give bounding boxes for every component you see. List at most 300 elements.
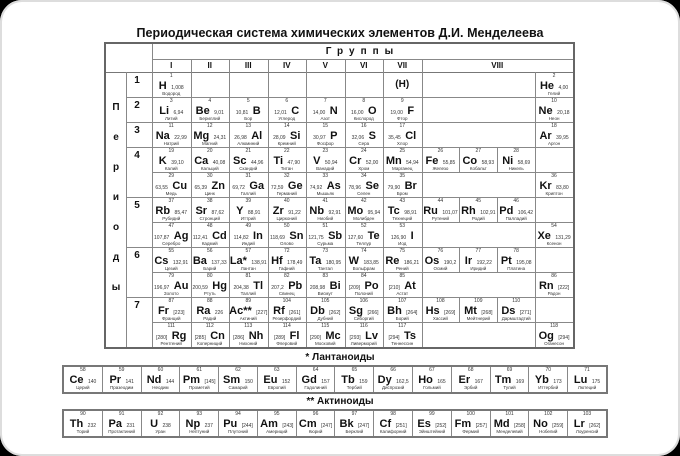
symbol-row bbox=[374, 373, 412, 385]
element-name: Коперниций bbox=[197, 341, 223, 346]
element-name: Празеодим bbox=[110, 385, 134, 390]
element-cell-Bi bbox=[306, 273, 345, 297]
symbol-row bbox=[306, 204, 345, 216]
element-cell-Nd bbox=[142, 367, 181, 392]
element-name: Осмий bbox=[433, 266, 448, 271]
symbol-row bbox=[535, 329, 573, 341]
element-cell-Ga bbox=[229, 173, 268, 197]
element-cell-Rn bbox=[535, 273, 573, 297]
atomic-mass: [222] bbox=[558, 285, 570, 291]
atomic-number: 44 bbox=[437, 198, 444, 204]
symbol-row bbox=[383, 179, 422, 191]
element-symbol: Hf bbox=[271, 255, 283, 267]
symbol-row bbox=[64, 417, 102, 429]
element-name: Иттербий bbox=[538, 385, 559, 390]
atomic-number: 61 bbox=[196, 367, 203, 373]
symbol-row bbox=[191, 279, 230, 291]
element-cell-Ag bbox=[152, 223, 191, 247]
atomic-number: 12 bbox=[206, 123, 213, 129]
element-symbol: Rh bbox=[461, 205, 476, 217]
atomic-number: 67 bbox=[429, 367, 435, 373]
symbol-row bbox=[345, 179, 384, 191]
group-header-III: III bbox=[244, 61, 252, 70]
element-name: Палладий bbox=[505, 216, 527, 221]
element-cell-Mt bbox=[459, 298, 497, 322]
atomic-number: 54 bbox=[551, 223, 557, 229]
atomic-number: 38 bbox=[206, 198, 213, 204]
element-symbol: Sc bbox=[233, 155, 247, 167]
element-symbol: Te bbox=[367, 230, 380, 242]
symbol-row bbox=[268, 154, 307, 166]
symbol-row bbox=[191, 204, 230, 216]
element-name: Уран bbox=[155, 429, 166, 434]
atomic-number: 114 bbox=[282, 323, 291, 329]
element-symbol: Ar bbox=[539, 130, 552, 142]
symbol-row bbox=[152, 104, 191, 116]
symbol-row bbox=[335, 373, 373, 385]
atomic-number: 115 bbox=[321, 323, 330, 329]
atomic-mass: 196,97 bbox=[154, 285, 170, 291]
element-symbol: Mc bbox=[325, 330, 341, 342]
atomic-mass: 173 bbox=[553, 379, 562, 385]
symbol-row bbox=[535, 129, 573, 141]
atomic-mass: 83,80 bbox=[556, 185, 569, 191]
symbol-row bbox=[229, 104, 268, 116]
element-cell-Eu bbox=[258, 367, 297, 392]
atomic-mass: 137,33 bbox=[211, 260, 227, 266]
element-name: Свинец bbox=[278, 291, 295, 296]
symbol-row bbox=[268, 304, 307, 316]
element-cell-U bbox=[142, 411, 181, 436]
element-symbol: F bbox=[407, 105, 415, 117]
element-symbol: Ir bbox=[464, 255, 473, 267]
atomic-mass: [268] bbox=[481, 310, 493, 316]
element-symbol: Na bbox=[155, 130, 170, 142]
symbol-row bbox=[345, 104, 384, 116]
atomic-mass: [257] bbox=[475, 423, 487, 429]
element-name: Платина bbox=[507, 266, 526, 271]
symbol-row bbox=[306, 329, 345, 341]
symbol-row bbox=[268, 329, 307, 341]
atomic-mass: 92,91 bbox=[328, 210, 342, 216]
element-name: Ртуть bbox=[203, 291, 216, 296]
atomic-mass: [223] bbox=[173, 310, 185, 316]
atomic-number: 49 bbox=[245, 223, 252, 229]
element-symbol: Cs bbox=[154, 255, 169, 267]
atomic-number: 91 bbox=[118, 411, 125, 417]
element-name: Флеровий bbox=[276, 341, 298, 346]
atomic-mass: 159 bbox=[359, 379, 368, 385]
element-symbol: Ts bbox=[404, 330, 417, 342]
element-cell-As bbox=[306, 173, 345, 197]
element-name: Церий bbox=[76, 385, 90, 390]
element-name: Кремний bbox=[277, 141, 296, 146]
element-cell-At bbox=[383, 273, 422, 297]
element-name: Эйнштейний bbox=[418, 429, 446, 434]
atomic-number: 103 bbox=[582, 411, 592, 417]
element-symbol: Zn bbox=[211, 180, 225, 192]
element-cell-Fm bbox=[452, 411, 491, 436]
element-name: Рений bbox=[395, 266, 409, 271]
atomic-mass: 50,94 bbox=[324, 160, 338, 166]
symbol-row bbox=[306, 104, 345, 116]
symbol-row bbox=[535, 229, 573, 241]
element-symbol: Gd bbox=[301, 374, 317, 386]
element-name: Европий bbox=[267, 385, 286, 390]
element-symbol: Ag bbox=[173, 230, 189, 242]
element-name: Самарий bbox=[228, 385, 248, 390]
element-name: Лютеций bbox=[577, 385, 597, 390]
atomic-number: 106 bbox=[359, 298, 368, 304]
atomic-mass: 127,60 bbox=[347, 235, 364, 241]
element-symbol: Pd bbox=[499, 205, 514, 217]
symbol-row bbox=[345, 204, 384, 216]
element-symbol: P bbox=[330, 130, 338, 142]
element-symbol: Dy bbox=[377, 374, 392, 386]
element-name: Рубидий bbox=[162, 216, 181, 221]
atomic-number: 29 bbox=[168, 173, 175, 179]
atomic-number: 69 bbox=[506, 367, 513, 373]
element-name: Иттрий bbox=[240, 216, 256, 221]
element-name: Стронций bbox=[199, 216, 220, 221]
symbol-row bbox=[345, 304, 384, 316]
element-symbol: Kr bbox=[539, 180, 552, 192]
symbol-row bbox=[459, 304, 497, 316]
element-cell-Cr bbox=[345, 148, 384, 172]
element-symbol: Db bbox=[310, 305, 325, 317]
element-name: Мышьяк bbox=[316, 191, 334, 196]
atomic-number: 113 bbox=[244, 323, 253, 329]
element-cell-Hs bbox=[422, 298, 460, 322]
element-name: Лоуренсий bbox=[575, 429, 599, 434]
element-name: Вольфрам bbox=[352, 266, 375, 271]
element-symbol: Ne bbox=[538, 105, 553, 117]
atomic-number: 53 bbox=[399, 223, 406, 229]
symbol-row bbox=[229, 204, 268, 216]
atomic-number: 48 bbox=[206, 223, 213, 229]
symbol-row bbox=[191, 229, 230, 241]
atomic-number: 70 bbox=[545, 367, 552, 373]
element-cell-Ge bbox=[268, 173, 307, 197]
element-symbol: Ta bbox=[309, 255, 322, 267]
symbol-row bbox=[452, 373, 490, 385]
symbol-row bbox=[374, 417, 412, 429]
actinides-label: ** Актиноиды bbox=[306, 396, 374, 407]
symbol-row bbox=[497, 204, 535, 216]
element-name: Неон bbox=[548, 116, 560, 121]
symbol-row bbox=[64, 373, 102, 385]
element-name: Алюминий bbox=[237, 141, 260, 146]
atomic-mass: 237 bbox=[204, 423, 213, 429]
element-cell-Gd bbox=[297, 367, 336, 392]
element-symbol: Fe bbox=[425, 155, 439, 167]
element-cell-Dy bbox=[374, 367, 413, 392]
atomic-mass: 6,94 bbox=[173, 110, 184, 116]
element-name: Актиний bbox=[239, 316, 257, 321]
symbol-row bbox=[383, 279, 422, 291]
element-name: Теннессин bbox=[391, 341, 414, 346]
atomic-mass: 98,91 bbox=[404, 210, 417, 216]
atomic-number: 117 bbox=[398, 323, 407, 329]
element-cell-C bbox=[268, 98, 307, 122]
element-symbol: No bbox=[533, 418, 548, 430]
atomic-number: 21 bbox=[245, 148, 252, 154]
atomic-number: 96 bbox=[312, 411, 319, 417]
element-symbol: Rn bbox=[538, 280, 554, 292]
atomic-number: 108 bbox=[436, 298, 445, 304]
element-symbol: C bbox=[291, 105, 300, 117]
grid-line bbox=[535, 247, 536, 272]
element-symbol: Lu bbox=[573, 374, 588, 386]
group-header-V: V bbox=[322, 61, 328, 70]
symbol-row bbox=[229, 229, 268, 241]
element-name: Титан bbox=[280, 166, 293, 171]
element-symbol: Pb bbox=[288, 280, 303, 292]
lanthanides-row bbox=[62, 365, 608, 394]
atomic-number: 34 bbox=[360, 173, 367, 179]
atomic-mass: 207,2 bbox=[271, 285, 284, 291]
element-cell-Ru bbox=[422, 198, 460, 222]
element-cell-N bbox=[306, 98, 345, 122]
element-name: Медь bbox=[165, 191, 177, 196]
symbol-row bbox=[152, 129, 191, 141]
atomic-number: 118 bbox=[550, 323, 559, 329]
atomic-number: 24 bbox=[360, 148, 367, 154]
element-symbol: Ba bbox=[192, 255, 207, 267]
symbol-row bbox=[335, 417, 373, 429]
element-name: Тербий bbox=[346, 385, 362, 390]
atomic-number: 58 bbox=[80, 367, 86, 373]
atomic-number: 33 bbox=[322, 173, 329, 179]
element-cell-Ti bbox=[268, 148, 307, 172]
element-symbol: Ac** bbox=[229, 305, 252, 317]
element-name: Берклий bbox=[345, 429, 364, 434]
atomic-mass: 47,90 bbox=[287, 160, 301, 166]
element-symbol: Mo bbox=[347, 205, 364, 217]
atomic-mass: 101,07 bbox=[442, 210, 458, 216]
element-name: Криптон bbox=[545, 191, 563, 196]
atomic-mass: 58,69 bbox=[517, 160, 531, 166]
atomic-number: 84 bbox=[360, 273, 367, 279]
atomic-number: 79 bbox=[168, 273, 175, 279]
element-cell-La bbox=[229, 248, 268, 272]
group-header-IV: IV bbox=[282, 61, 291, 70]
element-name: Индий bbox=[241, 241, 255, 246]
element-name: Дубний bbox=[317, 316, 334, 321]
element-name: Ливерморий bbox=[350, 341, 377, 346]
element-cell-Sb bbox=[306, 223, 345, 247]
element-symbol: Li bbox=[159, 105, 170, 117]
atomic-number: 86 bbox=[551, 273, 557, 279]
element-symbol: Bh bbox=[387, 305, 402, 317]
atomic-number: 112 bbox=[205, 323, 214, 329]
element-symbol: Tc bbox=[387, 205, 400, 217]
atomic-mass: 65,39 bbox=[194, 185, 208, 191]
atomic-mass: [294] bbox=[388, 335, 400, 341]
element-name: Кислород bbox=[353, 116, 374, 121]
element-cell-Sm bbox=[219, 367, 258, 392]
atomic-mass: 152 bbox=[281, 379, 291, 385]
element-cell-Sr bbox=[191, 198, 230, 222]
element-cell-Au bbox=[152, 273, 191, 297]
element-name: Натрий bbox=[163, 141, 179, 146]
element-cell-Si bbox=[268, 123, 307, 147]
element-symbol: Br bbox=[404, 180, 417, 192]
symbol-row bbox=[268, 279, 307, 291]
actinides-row bbox=[62, 409, 608, 438]
element-name: Кадмий bbox=[201, 241, 218, 246]
element-cell-Md bbox=[491, 411, 530, 436]
atomic-number: 81 bbox=[245, 273, 252, 279]
element-name: Никель bbox=[508, 166, 524, 171]
element-cell-H bbox=[152, 73, 191, 97]
atomic-mass: 74,92 bbox=[309, 185, 323, 191]
atomic-number: 65 bbox=[351, 367, 358, 373]
element-name: Олово bbox=[280, 241, 294, 246]
element-cell-Mo bbox=[345, 198, 384, 222]
element-cell-Rb bbox=[152, 198, 191, 222]
element-cell-Be bbox=[191, 98, 230, 122]
symbol-row bbox=[497, 154, 535, 166]
atomic-number: 87 bbox=[168, 298, 175, 304]
atomic-number: 82 bbox=[283, 273, 290, 279]
atomic-number: 95 bbox=[274, 411, 280, 417]
element-name: Рутений bbox=[431, 216, 450, 221]
element-symbol: Pm bbox=[182, 374, 200, 386]
symbol-row bbox=[229, 304, 268, 316]
atomic-mass: 141 bbox=[125, 379, 134, 385]
element-cell-Fe bbox=[422, 148, 460, 172]
atomic-number: 52 bbox=[360, 223, 367, 229]
element-name: Гелий bbox=[547, 91, 561, 96]
element-cell-Ce bbox=[64, 367, 103, 392]
element-symbol: Pa bbox=[108, 418, 122, 430]
element-name: Нихоний bbox=[239, 341, 258, 346]
element-name: Радий bbox=[203, 316, 217, 321]
element-name: Кальций bbox=[200, 166, 219, 171]
atomic-mass: [289] bbox=[274, 335, 286, 341]
element-symbol: Au bbox=[173, 280, 189, 292]
atomic-mass: [251] bbox=[395, 423, 407, 429]
element-cell-Y bbox=[229, 198, 268, 222]
lanthanides-label: * Лантаноиды bbox=[305, 352, 375, 363]
symbol-row bbox=[306, 179, 345, 191]
symbol-row bbox=[268, 179, 307, 191]
atomic-mass: 150 bbox=[244, 379, 253, 385]
hydrogen-group7-label: (H) bbox=[395, 79, 410, 90]
element-cell-Zn bbox=[191, 173, 230, 197]
element-name: Кобальт bbox=[469, 166, 487, 171]
element-symbol: He bbox=[539, 80, 554, 92]
groups-header: Группы bbox=[325, 46, 400, 57]
element-name: Сиборгий bbox=[353, 316, 374, 321]
symbol-row bbox=[497, 254, 535, 266]
element-cell-Xe bbox=[535, 223, 573, 247]
element-cell-Pu bbox=[219, 411, 258, 436]
element-name: Фтор bbox=[397, 116, 408, 121]
symbol-row bbox=[191, 104, 230, 116]
atomic-number: 109 bbox=[474, 298, 483, 304]
element-symbol: Ga bbox=[249, 180, 265, 192]
element-name: Хассий bbox=[432, 316, 448, 321]
atomic-mass: [244] bbox=[241, 423, 253, 429]
element-cell-Sc bbox=[229, 148, 268, 172]
element-name: Золото bbox=[163, 291, 179, 296]
element-cell-Ni bbox=[497, 148, 535, 172]
element-cell-Lr bbox=[568, 411, 606, 436]
symbol-row bbox=[180, 373, 218, 385]
atomic-mass: [258] bbox=[514, 423, 526, 429]
element-symbol: S bbox=[368, 130, 376, 142]
atomic-mass: 72,59 bbox=[270, 185, 284, 191]
element-symbol: Be bbox=[195, 105, 210, 117]
symbol-row bbox=[306, 229, 345, 241]
atomic-mass: 35,45 bbox=[388, 135, 401, 141]
element-symbol: In bbox=[253, 230, 263, 242]
atomic-number: 43 bbox=[399, 198, 406, 204]
atomic-mass: [293] bbox=[349, 335, 361, 341]
element-symbol: Mt bbox=[464, 305, 477, 317]
atomic-mass: [247] bbox=[321, 423, 333, 429]
atomic-mass: 88,91 bbox=[247, 210, 261, 216]
atomic-number: 111 bbox=[167, 323, 176, 329]
atomic-number: 14 bbox=[283, 123, 290, 129]
element-symbol: U bbox=[150, 418, 159, 430]
atomic-mass: [286] bbox=[233, 335, 245, 341]
element-symbol: Am bbox=[260, 418, 278, 430]
symbol-row bbox=[383, 229, 422, 241]
symbol-row bbox=[491, 417, 529, 429]
group-header-VII: VII bbox=[397, 61, 408, 70]
atomic-number: 99 bbox=[429, 411, 435, 417]
atomic-mass: 30,97 bbox=[313, 135, 326, 141]
element-cell-Rh bbox=[459, 198, 497, 222]
atomic-mass: 19,00 bbox=[390, 110, 403, 116]
atomic-mass: [210] bbox=[388, 285, 400, 291]
element-cell-Cu bbox=[152, 173, 191, 197]
atomic-number: 110 bbox=[512, 298, 521, 304]
symbol-row bbox=[297, 417, 335, 429]
atomic-number: 39 bbox=[245, 198, 252, 204]
atomic-mass: 52,00 bbox=[365, 160, 379, 166]
element-symbol: Xe bbox=[537, 230, 551, 242]
element-cell-Te bbox=[345, 223, 384, 247]
atomic-number: 31 bbox=[245, 173, 252, 179]
element-cell-Nh bbox=[229, 323, 268, 347]
atomic-mass: 4,00 bbox=[558, 85, 569, 91]
atomic-mass: 39,95 bbox=[556, 135, 569, 141]
atomic-mass: 44,96 bbox=[250, 160, 264, 166]
atomic-number: 102 bbox=[544, 411, 553, 417]
element-symbol: K bbox=[158, 155, 167, 167]
atomic-number: 94 bbox=[235, 411, 241, 417]
element-cell-Am bbox=[258, 411, 297, 436]
atomic-mass: [266] bbox=[367, 310, 379, 316]
element-name: Рентгений bbox=[160, 341, 182, 346]
element-cell-Ta bbox=[306, 248, 345, 272]
atomic-number: 63 bbox=[274, 367, 280, 373]
atomic-mass: 54,94 bbox=[406, 160, 419, 166]
element-name: Плутоний bbox=[227, 429, 249, 434]
element-cell-Ts bbox=[383, 323, 422, 347]
element-cell-Th bbox=[64, 411, 103, 436]
atomic-mass: 22,99 bbox=[174, 135, 187, 141]
atomic-number: 78 bbox=[513, 248, 519, 254]
element-cell-Nb bbox=[306, 198, 345, 222]
periods-label-letter: д bbox=[112, 252, 120, 263]
element-symbol: W bbox=[348, 255, 360, 267]
element-symbol: Ca bbox=[194, 155, 209, 167]
